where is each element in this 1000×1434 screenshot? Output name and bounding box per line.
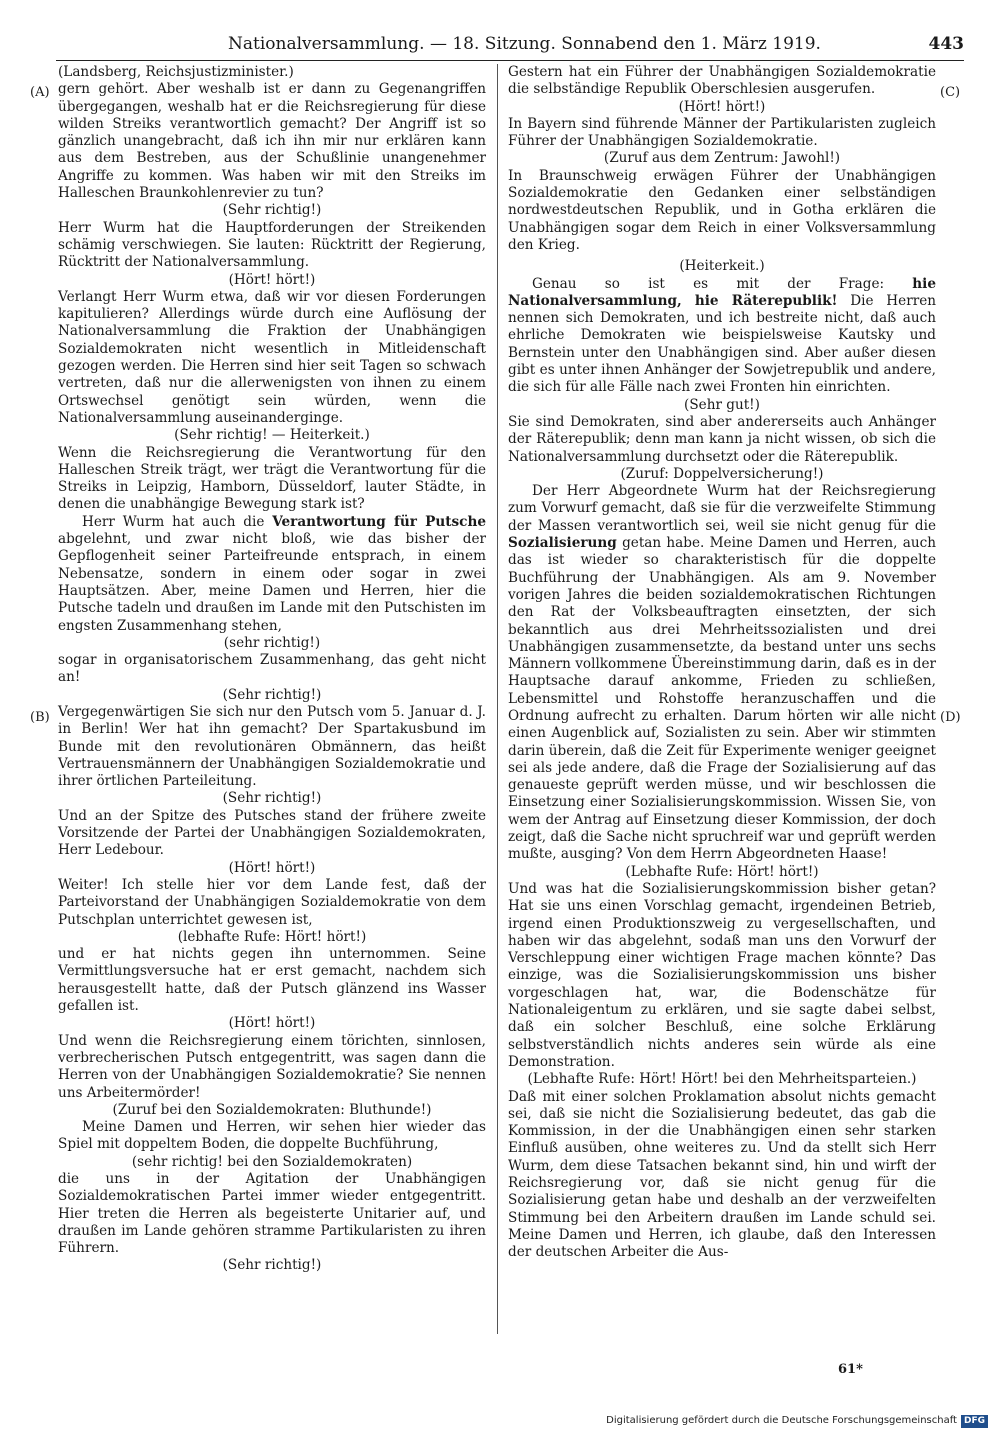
paragraph: gern gehört. Aber weshalb ist er dann zu Gegenangriffen übergegangen, weshalb hat er die Reichsregierung für diese wilden Streiks verantwortlich gemacht? Der Angriff ist so gänzlich unangebracht, daß ich ihn mir nur erklären kann aus dem Bestreben, aus der Schußlinie unangenehmer Angriffe zu kommen. Was haben wir mit den Streiks im Halleschen Braunkohlenrevier zu tun?: [58, 81, 486, 202]
paragraph: Und an der Spitze des Putsches stand der frühere zweite Vorsitzende der Partei der Unabhängigen Sozialdemokraten, Herr Ledebour.: [58, 807, 486, 859]
paragraph: Verlangt Herr Wurm etwa, daß wir vor diesen Forderungen kapitulieren? Allerdings würde durch eine Auflösung der Nationalversammlung die Fraktion der Unabhängigen Sozialdemokraten nicht wesentlich in Mitleidenschaft gezogen werden. Die Herren sind hier seit Tagen so schwach vertreten, daß nur die allerwenigsten von ihnen zu einem Ortswechsel genötigt sein würden, wenn die Nationalversammlung auseinanderginge.: [58, 288, 486, 426]
interjection: (Sehr richtig!): [222, 790, 322, 807]
page-number: 443: [928, 34, 964, 54]
interjection: (Zuruf: Doppelversicherung!): [620, 465, 824, 482]
paragraph: die uns in der Agitation der Unabhängigen Sozialdemokratischen Partei immer wieder entgegentritt. Hier treten die Herren als begeisterte Unitarier auf, und draußen im Lande gehören stramme Partikularisten zu ihren Führern.: [58, 1171, 486, 1257]
interjection: (lebhafte Rufe: Hört! hört!): [177, 928, 367, 945]
interjection: (Hört! hört!): [228, 1015, 316, 1032]
paragraph: [508, 276, 936, 397]
dfg-logo-icon: DFG: [961, 1415, 988, 1428]
paragraph: Herr Wurm hat die Hauptforderungen der Streikenden schämig verschwiegen. Sie lauten: Rücktritt der Regierung, Rücktritt der Nationalversammlung.: [58, 219, 486, 271]
interjection: (Sehr gut!): [684, 396, 760, 413]
interjection: (Zuruf aus dem Zentrum: Jawohl!): [603, 150, 841, 167]
margin-marker-d: (D): [940, 710, 961, 725]
text-run: Die Herren nennen sich Demokraten, und ich bestreite nicht, daß auch ehrliche Demokraten wie beispielsweise Kautsky und Bernstein unter den Unabhängigen sind. Aber außer diesen gibt es unter ihnen Anhänger der Sowjetrepublik und andere, die sich für alle Fälle nach zwei Fronten hin einrichten.: [508, 292, 936, 396]
text-run: abgelehnt, und zwar nicht bloß, wie das bisher der Gepflogenheit seiner Parteifreunde entsprach, in einem Nebensatze, sondern in einem oder sogar in zwei Hauptsätzen. Aber, meine Damen und Herren, hier die Putsche tadeln und draußen im Lande mit den Putschisten im engsten Zusammenhang stehen,: [58, 531, 486, 634]
paragraph: Und wenn die Reichsregierung einem törichten, sinnlosen, verbrecherischen Putsch entgegentritt, was sagen dann die Herren von der Unabhängigen Sozialdemokratie? Sie nennen uns Arbeitermörder!: [58, 1032, 486, 1101]
bold-phrase: Sozialisierung: [508, 535, 617, 552]
interjection: (Zuruf bei den Sozialdemokraten: Bluthunde!): [112, 1101, 432, 1118]
text-run: Herr Wurm hat auch die: [82, 513, 273, 530]
interjection: (Sehr richtig!): [222, 1257, 322, 1274]
right-column: [508, 64, 936, 1261]
interjection: (Sehr richtig!): [222, 686, 322, 703]
text-run: Genau so ist es mit der Frage:: [532, 275, 913, 292]
column-divider: [497, 64, 498, 1334]
header-rule: [56, 60, 964, 61]
interjection: (sehr richtig! bei den Sozialdemokraten): [131, 1153, 413, 1170]
interjection: (Sehr richtig! — Heiterkeit.): [174, 427, 370, 444]
margin-marker-b: (B): [30, 710, 50, 725]
bold-phrase: Verantwortung für Putsche: [272, 513, 486, 530]
interjection: (sehr richtig!): [223, 634, 321, 651]
paragraph: Meine Damen und Herren, wir sehen hier wieder das Spiel mit doppeltem Boden, die doppelte Buchführung,: [58, 1119, 486, 1153]
signature-mark: 61*: [838, 1362, 863, 1377]
margin-marker-a: (A): [30, 85, 50, 100]
digitization-credit: [606, 1413, 988, 1429]
interjection: (Lebhafte Rufe: Hört! Hört! bei den Mehrheitsparteien.): [527, 1071, 917, 1088]
paragraph: In Braunschweig erwägen Führer der Unabhängigen Sozialdemokratie den Gedanken einer selbständigen nordwestdeutschen Republik, und in Gotha erklären die Unabhängigen sogar dem Reich in einer Volksversammlung den Krieg.: [508, 167, 936, 253]
interjection: (Lebhafte Rufe: Hört! hört!): [625, 863, 819, 880]
interjection: (Hört! hört!): [228, 271, 316, 288]
interjection: (Sehr richtig!): [222, 202, 322, 219]
text-run: getan habe. Meine Damen und Herren, auch das ist wieder so charakteristisch für die doppelte Buchführung der Unabhängigen. Als am 9. November vorigen Jahres die beiden sozialdemokratischen Richtungen den Rat der Volksbeauftragten einsetzten, der sich bekanntlich aus drei Mehrheitssozialisten und drei Unabhängigen zusammensetzte, da bestand unter uns sechs Männern vollkommene Übereinstimmung darin, daß es in der Hauptsache darauf ankomme, Frieden zu schließen, Lebensmittel und Rohstoffe heranzuschaffen und die Ordnung aufrecht zu erhalten. Darum hörten wir alle nicht einen Augenblick auf, Sozialisten zu sein. Aber wir stimmten darin überein, daß die Zeit für Experimente weniger geeignet sei als jede andere, daß die Frage der Sozialisierung auf das genaueste geprüft werden müsse, und wir beschlossen die Einsetzung einer Sozialisierungskommission. Wissen Sie, von wem der Antrag auf Einsetzung dieser Kommission, der doch zeigt, daß die Sache nicht spruchreif war und geprüft werden mußte, ausging? Von dem Herrn Abgeordneten Haase!: [508, 535, 936, 863]
interjection: (Heiterkeit.): [679, 258, 765, 275]
paragraph: Weiter! Ich stelle hier vor dem Lande fest, daß der Parteivorstand der Unabhängigen Sozialdemokratie von dem Putschplan unterrichtet gewesen ist,: [58, 876, 486, 928]
paragraph: und er hat nichts gegen ihn unternommen. Seine Vermittlungsversuche hat er erst gemacht, nachdem sich herausgestellt hatte, daß der Putsch glänzend ins Wasser gefallen ist.: [58, 946, 486, 1015]
margin-marker-c: (C): [940, 85, 961, 100]
paragraph: Daß mit einer solchen Proklamation absolut nichts gemacht sei, daß sie nicht die Sozialisierung bedeutet, das gab die Kommission, in der die Unabhängigen einen sehr starken Einfluß ausüben, ohne weiteres zu. Und da stellt sich Herr Wurm, dem diese Tatsachen bekannt sind, hin und wirft der Reichsregierung vor, daß sie nicht genug für die Sozialisierung getan habe und deshalb an der verzweifelten Stimmung bei den Arbeitern draußen im Lande schuld sei. Meine Damen und Herren, ich glaube, daß den Interessen der deutschen Arbeiter die Aus-: [508, 1088, 936, 1261]
interjection: (Hört! hört!): [228, 859, 316, 876]
paragraph: [508, 483, 936, 864]
text-run: Der Herr Abgeordnete Wurm hat der Reichsregierung zum Vorwurf gemacht, daß sie für die verzweifelte Stimmung der Massen verantwortlich sei, weil sie nicht genug für die: [508, 483, 936, 534]
paragraph: Vergegenwärtigen Sie sich nur den Putsch vom 5. Januar d. J. in Berlin! Wer hat ihn gemacht? Der Spartakusbund im Bunde mit den revolutionären Obmännern, das heißt Vertrauensmännern der Unabhängigen Sozialdemokratie und ihrer örtlichen Parteileitung.: [58, 703, 486, 790]
running-title: Nationalversammlung. — 18. Sitzung. Sonnabend den 1. März 1919.: [228, 34, 821, 54]
interjection: (Hört! hört!): [678, 98, 766, 115]
paragraph: Sie sind Demokraten, sind aber andererseits auch Anhänger der Räterepublik; denn man kann ja nicht wissen, ob sich die Nationalversammlung durchsetzt oder die Räterepublik.: [508, 413, 936, 465]
paragraph: Wenn die Reichsregierung die Verantwortung für den Halleschen Streik trägt, wer trägt die Verantwortung für die Streiks in Leipzig, Hamborn, Düsseldorf, lauter Städte, in denen die unabhängige Bewegung stark ist?: [58, 444, 486, 513]
page-header: [228, 34, 964, 58]
paragraph: In Bayern sind führende Männer der Partikularisten zugleich Führer der Unabhängigen Sozialdemokratie.: [508, 115, 936, 150]
paragraph: [58, 514, 486, 635]
credit-text: Digitalisierung gefördert durch die Deutsche Forschungsgemeinschaft: [606, 1415, 957, 1426]
left-column: [58, 64, 486, 1275]
speaker-line: (Landsberg, Reichsjustizminister.): [58, 64, 294, 80]
bold-phrase: hie Nationalversammlung, hie Räterepublik!: [508, 275, 936, 309]
paragraph: Und was hat die Sozialisierungskommission bisher getan? Hat sie uns einen Vorschlag gemacht, irgendeinen Betrieb, irgend einen Produktionszweig zu vergesellschaften, und haben wir das abgelehnt, sodaß man uns den Vorwurf der Verschleppung einer wichtigen Frage machen könnte? Das einzige, was die Sozialisierungskommission uns bisher vorgeschlagen hat, war, die Bodenschätze für Nationaleigentum zu erklären, und sie sagte dabei selbst, daß ein solcher Beschluß, eine solche Erklärung selbstverständlich nichts anderes sein würde als eine Demonstration.: [508, 880, 936, 1070]
paragraph: sogar in organisatorischem Zusammenhang, das geht nicht an!: [58, 652, 486, 686]
paragraph: Gestern hat ein Führer der Unabhängigen Sozialdemokratie die selbständige Republik Oberschlesien ausgerufen.: [508, 64, 936, 98]
